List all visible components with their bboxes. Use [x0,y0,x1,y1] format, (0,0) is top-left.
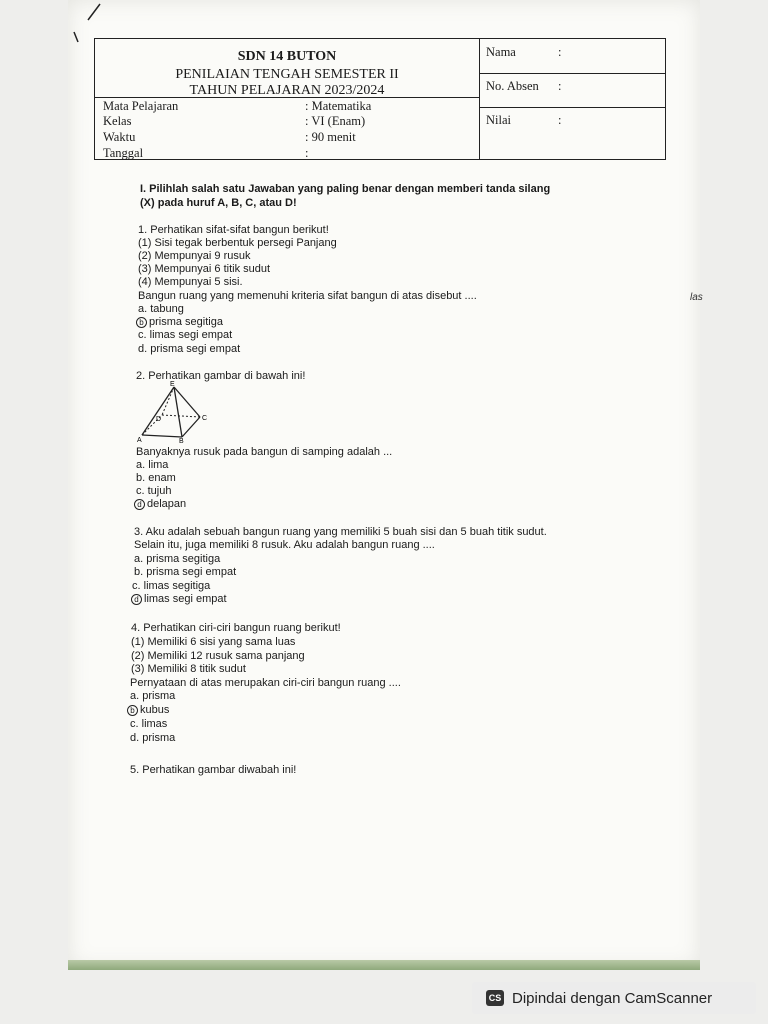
q2-stem: 2. Perhatikan gambar di bawah ini! [136,370,306,382]
q2-option-c[interactable] [136,485,171,499]
option-text: limas segi empat [144,593,227,605]
vertex-label-b: B [179,438,184,443]
vertex-label-d: D [156,416,162,423]
exam-title: PENILAIAN TENGAH SEMESTER II [175,67,399,82]
vertex-label-a: A [137,437,142,443]
q1-item: (1) Sisi tegak berbentuk persegi Panjang [138,237,337,249]
q1-option-b[interactable] [136,316,223,330]
camscanner-logo-icon: CS [486,990,504,1006]
option-letter: c. [132,580,141,592]
option-text: limas segi empat [149,329,233,341]
option-text: prisma [142,732,176,744]
edge-ea [142,387,174,435]
option-text: tujuh [147,485,172,497]
info-row-subject [103,99,473,115]
header-right-cell [480,39,666,159]
q3-stem: 3. Aku adalah sebuah bangun ruang yang memiliki 5 buah sisi dan 5 buah titik sudut. [134,526,547,538]
option-letter: a. [130,690,140,702]
answer-circle: d [131,594,142,605]
instruction-line: I. Pilihlah salah satu Jawaban yang paling benar dengan memberi tanda silang [140,183,551,195]
edge-ed [162,387,174,415]
vertex-label-e: E [170,381,175,388]
option-letter: b. [136,472,146,484]
row-divider [480,73,666,74]
info-label: Kelas [103,114,132,128]
row-divider [480,107,666,108]
field-colon: : [558,113,562,127]
q1-item: (4) Mempunyai 5 sisi. [138,276,243,288]
exam-header-table [94,38,666,160]
q1-stem: 1. Perhatikan sifat-sifat bangun berikut! [138,224,329,236]
option-letter: c. [136,485,145,497]
option-text: limas segitiga [143,580,211,592]
instruction-line: (X) pada huruf A, B, C, atau D! [140,197,297,209]
edge-ab [142,435,182,437]
q3-stem: Selain itu, juga memiliki 8 rusuk. Aku adalah bangun ruang .... [134,539,435,551]
info-row-date [103,146,473,162]
option-text: prisma segi empat [150,343,241,355]
q4-question: Pernyataan di atas merupakan ciri-ciri bangun ruang .... [130,677,401,689]
info-row-class [103,114,473,130]
q4-item: (2) Memiliki 12 rusuk sama panjang [131,650,305,662]
pyramid-figure [136,381,212,443]
header-left-cell [95,39,480,159]
q1-option-a[interactable] [138,303,184,317]
school-name: SDN 14 BUTON [237,49,337,64]
q2-option-d[interactable] [134,498,186,512]
option-letter: a. [136,459,146,471]
edge-dc [162,415,200,417]
option-text: tabung [150,303,184,315]
q1-option-c[interactable] [138,329,232,343]
field-label: No. Absen [486,79,539,93]
option-letter: c. [138,329,147,341]
q4-option-b[interactable] [127,704,169,718]
q4-option-c[interactable] [130,718,167,732]
q3-option-a[interactable] [134,553,220,567]
option-letter: d. [130,732,140,744]
info-label: Mata Pelajaran [103,99,179,113]
option-letter: b. [134,566,144,578]
option-text: limas [141,718,168,730]
info-row-time [103,130,473,146]
info-value: : [305,146,309,160]
camscanner-text: Dipindai dengan CamScanner [512,989,713,1007]
option-text: enam [148,472,176,484]
q2-question: Banyaknya rusuk pada bangun di samping adalah ... [136,446,393,458]
field-colon: : [558,79,562,93]
q4-option-a[interactable] [130,690,175,704]
vertex-label-c: C [202,415,208,422]
q2-option-a[interactable] [136,459,168,473]
option-text: delapan [147,498,187,510]
q4-option-d[interactable] [130,732,175,746]
option-letter: d. [138,343,148,355]
option-text: prisma segi empat [146,566,237,578]
option-text: prisma segitiga [149,316,223,328]
q3-option-d[interactable] [131,593,227,607]
scan-bottom-edge [68,960,700,970]
info-value: : VI (Enam) [305,114,366,128]
answer-circle: b [136,317,147,328]
field-label: Nama [486,45,516,59]
option-letter: a. [138,303,148,315]
answer-circle: d [134,499,145,510]
option-text: prisma [142,690,176,702]
field-colon: : [558,45,562,59]
q4-item: (3) Memiliki 8 titik sudut [131,663,246,675]
info-label: Waktu [103,130,136,144]
q1-question: Bangun ruang yang memenuhi kriteria sifat bangun di atas disebut .... [138,290,477,302]
q4-item: (1) Memiliki 6 sisi yang sama luas [131,636,296,648]
q3-option-b[interactable] [134,566,236,580]
option-text: prisma segitiga [146,553,221,565]
info-label: Tanggal [103,146,144,160]
school-year: TAHUN PELAJARAN 2023/2024 [189,83,385,98]
q2-option-b[interactable] [136,472,176,486]
answer-circle: b [127,705,138,716]
edge-bc [182,417,200,437]
q1-item: (3) Mempunyai 6 titik sudut [138,263,271,275]
q5-stem: 5. Perhatikan gambar diwabah ini! [130,764,297,776]
q3-option-c[interactable] [132,580,210,594]
q1-option-d[interactable] [138,343,240,357]
q4-stem: 4. Perhatikan ciri-ciri bangun ruang berikut! [131,622,341,634]
info-value: : 90 menit [305,130,356,144]
option-text: kubus [140,704,170,716]
handwritten-margin-note: las [690,292,703,303]
field-label: Nilai [486,113,511,127]
option-letter: c. [130,718,139,730]
option-text: lima [148,459,169,471]
option-letter: a. [134,553,144,565]
info-value: : Matematika [305,99,372,113]
q1-item: (2) Mempunyai 9 rusuk [138,250,251,262]
header-divider [95,97,479,98]
camscanner-watermark [472,982,756,1014]
